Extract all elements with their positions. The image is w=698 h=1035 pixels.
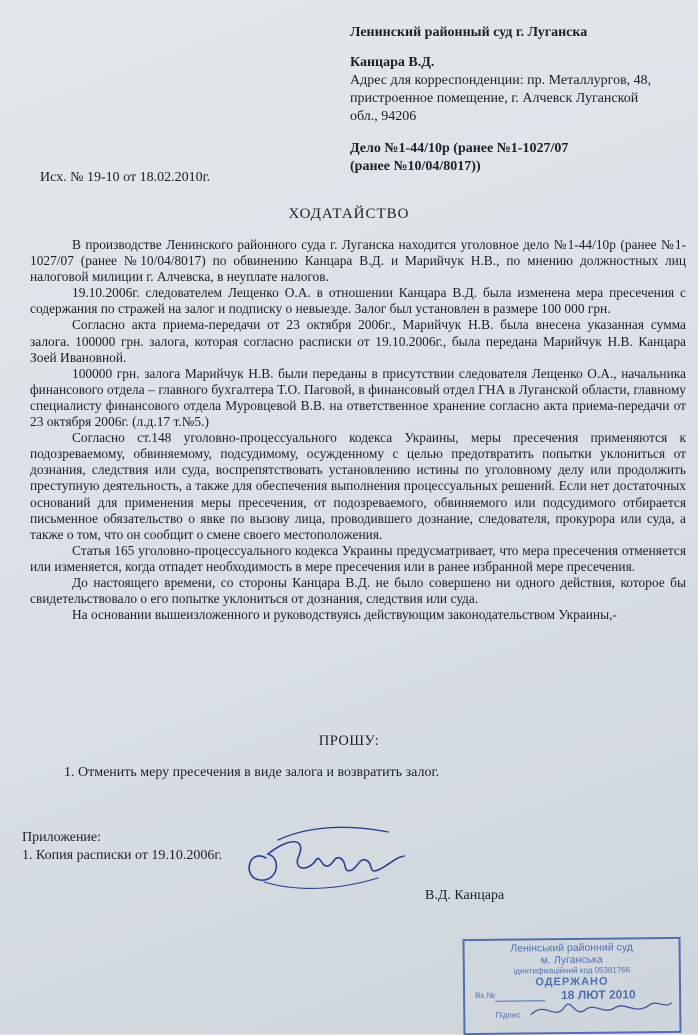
- request-title: ПРОШУ:: [318, 733, 380, 749]
- attachments-heading: Приложение:: [22, 830, 102, 845]
- paragraph: Статья 165 уголовно-процессуального кодекса Украины предусматривает, что мера пресечения отменяется или изменяется, когда отпадет необходимость в мере пресечения или в ранее избранной мере пресечения.: [30, 542, 686, 574]
- paragraph: В производстве Ленинского районного суда г. Луганска находится уголовное дело №1-44/10р (ранее №1-1027/07 (ранее №10/04/8017) по обвинению Канцара В.Д. и Марийчук Н.В., по мнению должностных лиц налоговой милиции г. Алчевска, в неуплате налогов.: [30, 237, 686, 285]
- case-line: (ранее №10/04/8017)): [350, 159, 481, 174]
- court-received-stamp: [463, 937, 682, 1035]
- outgoing-number: Исх. № 19-10 от 18.02.2010г.: [40, 170, 211, 185]
- stamp-city: м. Луганська: [540, 953, 603, 967]
- stamp-received: ОДЕРЖАНО: [535, 975, 609, 989]
- paragraph: 100000 грн. залога Марийчук Н.В. были переданы в присутствии следователя Лещенко О.А., начальника финансового отдела – главного бухгалтера Т.О. Паговой, в финансовый отдел ГНА в Луганской области, главному специалисту финансового отдела Муровцевой В.В. на ответственное хранение согласно акта приема-передачи от 23 октября 2006г. (л.д.17 т.№5.): [30, 365, 686, 430]
- address-line: обл., 94206: [350, 109, 417, 124]
- stamp-court: Ленінський районний суд: [510, 941, 633, 955]
- paragraph: 19.10.2006г. следователем Лещенко О.А. в отношении Канцара В.Д. была изменена мера пресечения с содержания по стражей на залог и подписку о невыезде. Залог был установлен в размере 100 000 грн.: [30, 285, 686, 317]
- stamp-code: ідентифікаційний код 05381766: [513, 965, 631, 976]
- court-name: Ленинский районный суд г. Луганска: [350, 25, 588, 40]
- document-body: [30, 237, 686, 623]
- paragraph: На основании вышеизложенного и руководствуясь действующим законодательством Украины,-: [72, 607, 617, 623]
- stamp-incoming-label: Вх.№: [475, 990, 496, 1001]
- stamp-date: 18 ЛЮТ 2010: [561, 987, 636, 1003]
- paragraph: Согласно ст.148 уголовно-процессуального кодекса Украины, меры пресечения применяются к подозреваемому, обвиняемому, подсудимому, осужденному с целью предотвратить попытки уклониться от дознания, следствия или суда, воспрепятствовать установлению истины по уголовному делу или продолжить преступную деятельность, а также для обеспечения выполнения процессуальных решений. Если нет достаточных оснований для применения меры пресечения, от подозреваемого, обвиняемого или подсудимого отбирается письменное обязательство о явке по вызову лица, проводившего дознание, следователя, прокурора или суда, а также о том, что он сообщит о смене своего местоположения.: [30, 430, 686, 542]
- stamp-sign-label: Підпис: [495, 1010, 521, 1020]
- paragraph: До настоящего времени, со стороны Канцара В.Д. не было совершено ни одного действия, которое бы свидетельствовало о его попытке уклониться от дознания, следствия или суда.: [30, 574, 686, 607]
- correspondence-address: [350, 72, 680, 126]
- stamp-signature: [525, 991, 675, 1031]
- address-line: Адрес для корреспонденции: пр. Металлургов, 48,: [350, 73, 652, 88]
- applicant-name: Канцара В.Д.: [350, 55, 435, 70]
- case-line: Дело №1-44/10р (ранее №1-1027/07: [350, 141, 569, 156]
- handwritten-signature: [238, 818, 408, 898]
- document-title: ХОДАТАЙСТВО: [288, 206, 410, 222]
- address-line: пристроенное помещение, г. Алчевск Луганской: [350, 91, 639, 106]
- attachment-item: 1. Копия расписки от 19.10.2006г.: [22, 848, 223, 863]
- paragraph: Согласно акта приема-передачи от 23 октября 2006г., Марийчук Н.В. была внесена указанная сумма залога. 100000 грн. залога, которая согласно расписки от 19.10.2006г., была передана Марийчук Н.В. Канцара Зоей Ивановной.: [30, 317, 686, 365]
- signer-name: В.Д. Канцара: [425, 888, 505, 903]
- case-number: [350, 140, 680, 176]
- request-item: 1. Отменить меру пресечения в виде залога и возвратить залог.: [64, 765, 440, 780]
